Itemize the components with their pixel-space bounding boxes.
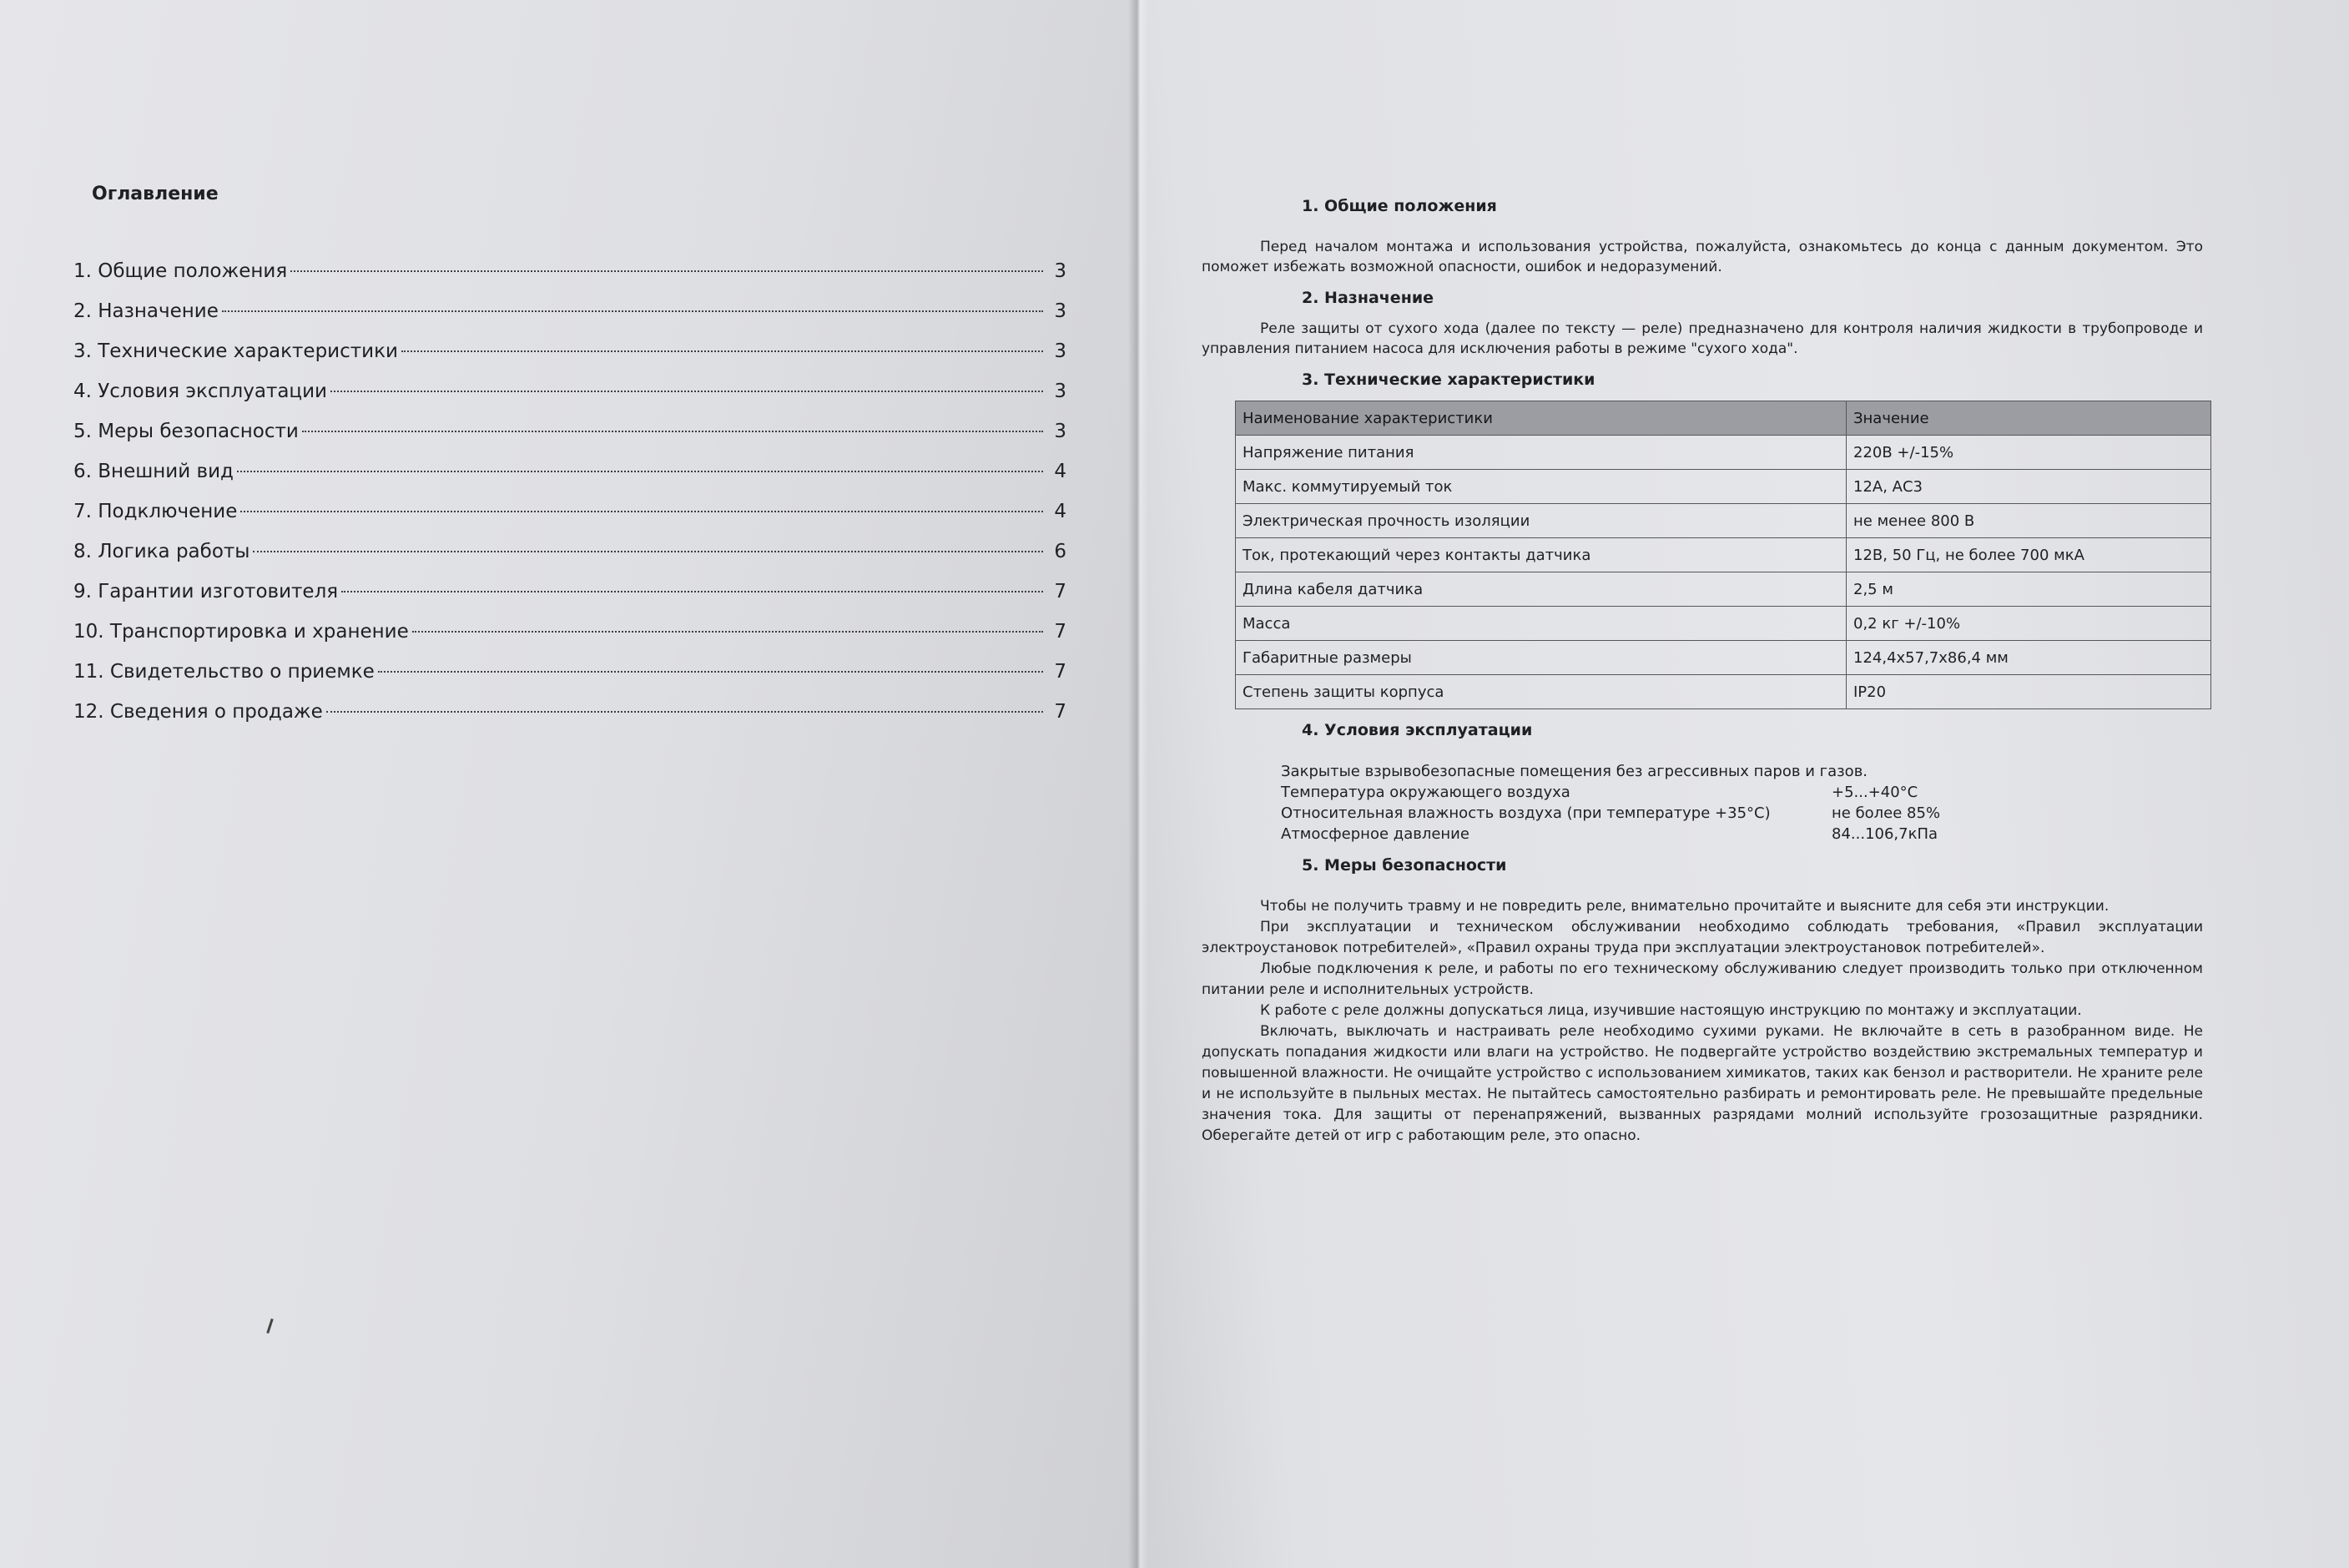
table-row (1236, 607, 2211, 641)
toc-item-page: 3 (1054, 381, 1066, 402)
toc-leader (240, 511, 1043, 512)
right-page-content (1202, 197, 2203, 1147)
table-cell: 12А, АС3 (1847, 470, 2211, 504)
toc-leader (222, 310, 1043, 312)
toc-item (73, 621, 1066, 661)
toc-title: Оглавление (92, 184, 219, 204)
table-row (1236, 675, 2211, 709)
table-row (1236, 538, 2211, 572)
toc-item (73, 421, 1066, 461)
table-cell: Габаритные размеры (1236, 641, 1847, 675)
section-heading: 2. Назначение (1302, 289, 1434, 307)
toc-item-label: 2. Назначение (73, 300, 219, 322)
toc-item-label: 1. Общие положения (73, 260, 288, 282)
table-cell: Электрическая прочность изоляции (1236, 504, 1847, 538)
table-cell: IP20 (1847, 675, 2211, 709)
section-paragraph: При эксплуатации и техническом обслуживании необходимо соблюдать требования, «Правил эксплуатации электроустановок потребителей», «Правил охраны труда при эксплуатации электроустановок потребителей». (1202, 919, 2203, 956)
section-paragraph: Чтобы не получить травму и не повредить реле, внимательно прочитайте и выясните для себя эти инструкции. (1260, 898, 2110, 915)
toc-item (73, 340, 1066, 381)
toc-item-label: 12. Сведения о продаже (73, 701, 323, 723)
table-header-cell: Значение (1847, 401, 2211, 436)
toc-item (73, 501, 1066, 541)
toc-item (73, 701, 1066, 741)
toc-leader (330, 391, 1043, 392)
toc-item-page: 4 (1054, 461, 1066, 482)
section-paragraph: Перед началом монтажа и использования устройства, пожалуйста, ознакомьтесь до конца с данным документом. Это поможет избежать возможной опасности, ошибок и недоразумений. (1202, 239, 2203, 275)
page-fold (1128, 0, 1148, 1568)
toc-item-page: 3 (1054, 260, 1066, 282)
safety-text (1202, 896, 2203, 1147)
toc-item (73, 381, 1066, 421)
table-row (1236, 470, 2211, 504)
specs-table (1235, 401, 2211, 709)
toc-leader (412, 631, 1043, 633)
table-cell: 124,4х57,7х86,4 мм (1847, 641, 2211, 675)
toc-item-label: 11. Свидетельство о приемке (73, 661, 375, 683)
condition-row (1281, 803, 2203, 824)
toc-item-label: 5. Меры безопасности (73, 421, 299, 442)
table-cell: 2,5 м (1847, 572, 2211, 607)
toc-leader (326, 711, 1043, 713)
table-row (1236, 641, 2211, 675)
table-header-row (1236, 401, 2211, 436)
toc-item-label: 4. Условия эксплуатации (73, 381, 327, 402)
toc-item-page: 4 (1054, 501, 1066, 522)
table-cell: Напряжение питания (1236, 436, 1847, 470)
section-heading: 3. Технические характеристики (1302, 371, 1595, 389)
toc-item (73, 260, 1066, 300)
table-cell: 220В +/-15% (1847, 436, 2211, 470)
condition-label: Относительная влажность воздуха (при температуре +35°С) (1281, 804, 1771, 822)
table-cell: Макс. коммутируемый ток (1236, 470, 1847, 504)
toc-item-label: 6. Внешний вид (73, 461, 234, 482)
table-row (1236, 504, 2211, 538)
toc-item (73, 461, 1066, 501)
table-cell: 0,2 кг +/-10% (1847, 607, 2211, 641)
section-paragraph: Включать, выключать и настраивать реле необходимо сухими руками. Не включайте в сеть в разобранном виде. Не допускать попадания жидкости или влаги на устройство. Не подвергайте устройство воздействию экстремальных температур и повышенной влажности. Не очищайте устройство с использованием химикатов, таких как бензол и растворители. Не храните реле и не используйте в пыльных местах. Не пытайтесь самостоятельно разбирать и ремонтировать реле. Не превышайте предельные значения тока. Для защиты от перенапряжений, вызванных разрядами молний используйте грозозащитные разрядники. Оберегайте детей от игр с работающим реле, это опасно. (1202, 1023, 2203, 1144)
toc-leader (341, 591, 1043, 592)
toc-leader (302, 431, 1043, 432)
condition-value: не более 85% (1832, 804, 1941, 822)
operating-conditions (1281, 761, 2203, 845)
toc-item-label: 8. Логика работы (73, 541, 250, 562)
toc-item-label: 3. Технические характеристики (73, 340, 398, 362)
table-row (1236, 572, 2211, 607)
toc-leader (290, 270, 1043, 272)
toc-item-page: 3 (1054, 340, 1066, 362)
section-heading: 1. Общие положения (1302, 197, 1497, 215)
table-cell: Длина кабеля датчика (1236, 572, 1847, 607)
toc-list (73, 260, 1066, 741)
toc-item-label: 7. Подключение (73, 501, 238, 522)
toc-item-page: 7 (1054, 621, 1066, 643)
section-paragraph: Реле защиты от сухого хода (далее по тексту — реле) предназначено для контроля наличия жидкости в трубопроводе и управления питанием насоса для исключения работы в режиме "сухого хода". (1202, 320, 2203, 357)
toc-item-label: 9. Гарантии изготовителя (73, 581, 339, 602)
toc-item-page: 6 (1054, 541, 1066, 562)
condition-value: 84...106,7кПа (1832, 825, 1938, 843)
toc-leader (378, 671, 1043, 673)
toc-leader (237, 471, 1043, 472)
toc-item-page: 7 (1054, 581, 1066, 602)
condition-row (1281, 824, 2203, 845)
table-cell: не менее 800 В (1847, 504, 2211, 538)
pen-mark (266, 1318, 273, 1334)
table-row (1236, 436, 2211, 470)
table-cell: Масса (1236, 607, 1847, 641)
toc-item (73, 541, 1066, 581)
section-heading: 5. Меры безопасности (1302, 856, 1507, 875)
section-heading: 4. Условия эксплуатации (1302, 721, 1533, 739)
toc-item-label: 10. Транспортировка и хранение (73, 621, 409, 643)
condition-label: Атмосферное давление (1281, 825, 1469, 843)
toc-leader (253, 551, 1043, 552)
condition-row (1281, 782, 2203, 803)
table-header-cell: Наименование характеристики (1236, 401, 1847, 436)
left-page (0, 0, 1137, 1568)
toc-item-page: 7 (1054, 661, 1066, 683)
table-cell: 12В, 50 Гц, не более 700 мкА (1847, 538, 2211, 572)
conditions-intro: Закрытые взрывобезопасные помещения без агрессивных паров и газов. (1281, 763, 1868, 780)
toc-item (73, 661, 1066, 701)
condition-value: +5...+40°С (1832, 784, 1918, 801)
toc-item-page: 7 (1054, 701, 1066, 723)
section-paragraph: К работе с реле должны допускаться лица, изучившие настоящую инструкцию по монтажу и эксплуатации. (1260, 1002, 2082, 1019)
toc-item (73, 300, 1066, 340)
toc-item (73, 581, 1066, 621)
toc-item-page: 3 (1054, 421, 1066, 442)
condition-label: Температура окружающего воздуха (1281, 784, 1570, 801)
table-cell: Ток, протекающий через контакты датчика (1236, 538, 1847, 572)
section-paragraph: Любые подключения к реле, и работы по его техническому обслуживанию следует производить только при отключенном питании реле и исполнительных устройств. (1202, 960, 2203, 998)
toc-item-page: 3 (1054, 300, 1066, 322)
toc-leader (401, 350, 1043, 352)
table-cell: Степень защиты корпуса (1236, 675, 1847, 709)
